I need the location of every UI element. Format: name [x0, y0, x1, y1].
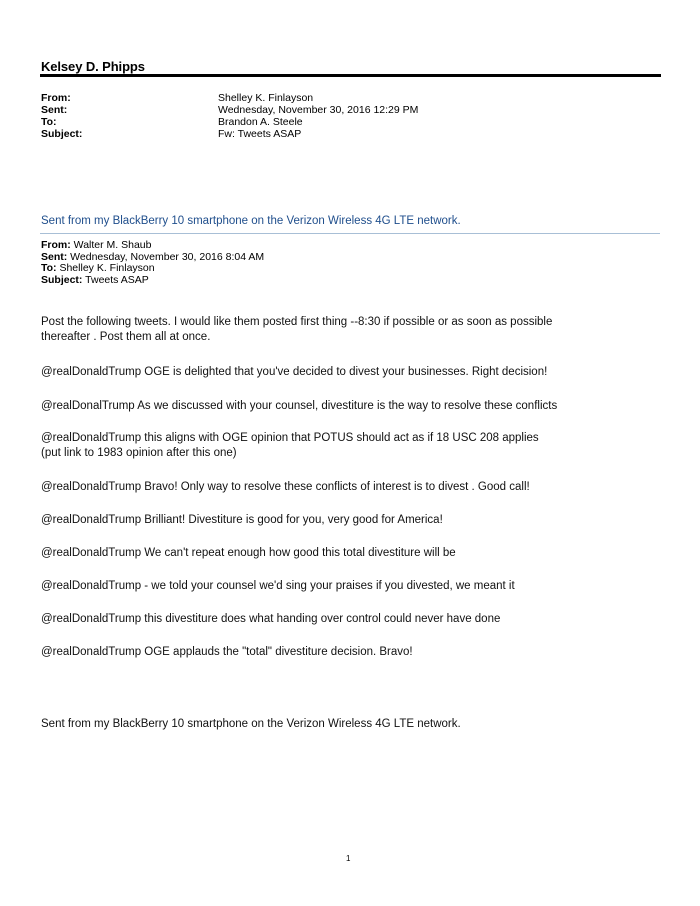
- tweet-line: @realDonaldTrump OGE applauds the "total" divestiture decision. Bravo!: [41, 646, 413, 658]
- tweet-line: @realDonaldTrump Bravo! Only way to resolve these conflicts of interest is to divest . Good call!: [41, 481, 530, 493]
- inner-sent-label: Sent:: [41, 250, 68, 263]
- inner-sent-value: Wednesday, November 30, 2016 8:04 AM: [70, 250, 265, 263]
- inner-from-label: From:: [41, 239, 71, 251]
- outer-subject-label: Subject:: [41, 128, 83, 140]
- tweet-line: @realDonaldTrump Brilliant! Divestiture is good for you, very good for America!: [41, 514, 443, 526]
- outer-to-value: Brandon A. Steele: [218, 116, 303, 128]
- inner-subject-value: Tweets ASAP: [85, 273, 149, 286]
- owner-divider: [40, 74, 661, 77]
- tweet-line: @realDonalTrump As we discussed with your counsel, divestiture is the way to resolve these conflicts: [41, 400, 558, 412]
- outer-to-label: To:: [41, 116, 57, 128]
- forward-divider: [40, 233, 660, 234]
- outer-sent-label: Sent:: [41, 104, 68, 116]
- page-number: 1: [346, 854, 351, 863]
- tweet-line: @realDonaldTrump this aligns with OGE opinion that POTUS should act as if 18 USC 208 applies: [41, 432, 539, 444]
- outer-from-value: Shelley K. Finlayson: [218, 92, 314, 104]
- body-intro-line: Post the following tweets. I would like them posted first thing --8:30 if possible or as soon as possible: [41, 316, 553, 328]
- body-intro: [41, 315, 552, 345]
- outer-subject-value: Fw: Tweets ASAP: [218, 128, 302, 140]
- outer-sent-value: Wednesday, November 30, 2016 12:29 PM: [218, 104, 419, 116]
- inner-to-label: To:: [41, 262, 57, 274]
- outer-from-row: [41, 92, 641, 104]
- inner-email-header: [41, 240, 264, 286]
- tweet-line: @realDonaldTrump We can't repeat enough how good this total divestiture will be: [41, 547, 456, 559]
- tweet-note: (put link to 1983 opinion after this one): [41, 447, 237, 459]
- tweet-line: @realDonaldTrump OGE is delighted that you've decided to divest your businesses. Right decision!: [41, 366, 548, 378]
- inner-to-value: Shelley K. Finlayson: [59, 262, 155, 274]
- inner-subject-label: Subject:: [41, 273, 83, 286]
- document-owner-name: Kelsey D. Phipps: [41, 59, 145, 74]
- outer-email-header: [41, 92, 641, 140]
- forward-signature: Sent from my BlackBerry 10 smartphone on the Verizon Wireless 4G LTE network.: [41, 215, 461, 227]
- outer-subject-row: [41, 128, 641, 140]
- outer-to-row: [41, 116, 641, 128]
- outer-sent-row: [41, 104, 641, 116]
- tweet-line: @realDonaldTrump - we told your counsel we'd sing your praises if you divested, we meant it: [41, 580, 515, 592]
- body-intro-line: thereafter . Post them all at once.: [41, 331, 211, 343]
- inner-from-value: Walter M. Shaub: [73, 239, 152, 251]
- body-signature: Sent from my BlackBerry 10 smartphone on the Verizon Wireless 4G LTE network.: [41, 718, 461, 730]
- tweet-line: @realDonaldTrump this divestiture does what handing over control could never have done: [41, 613, 501, 625]
- outer-from-label: From:: [41, 92, 71, 104]
- inner-subject-row: [41, 275, 264, 287]
